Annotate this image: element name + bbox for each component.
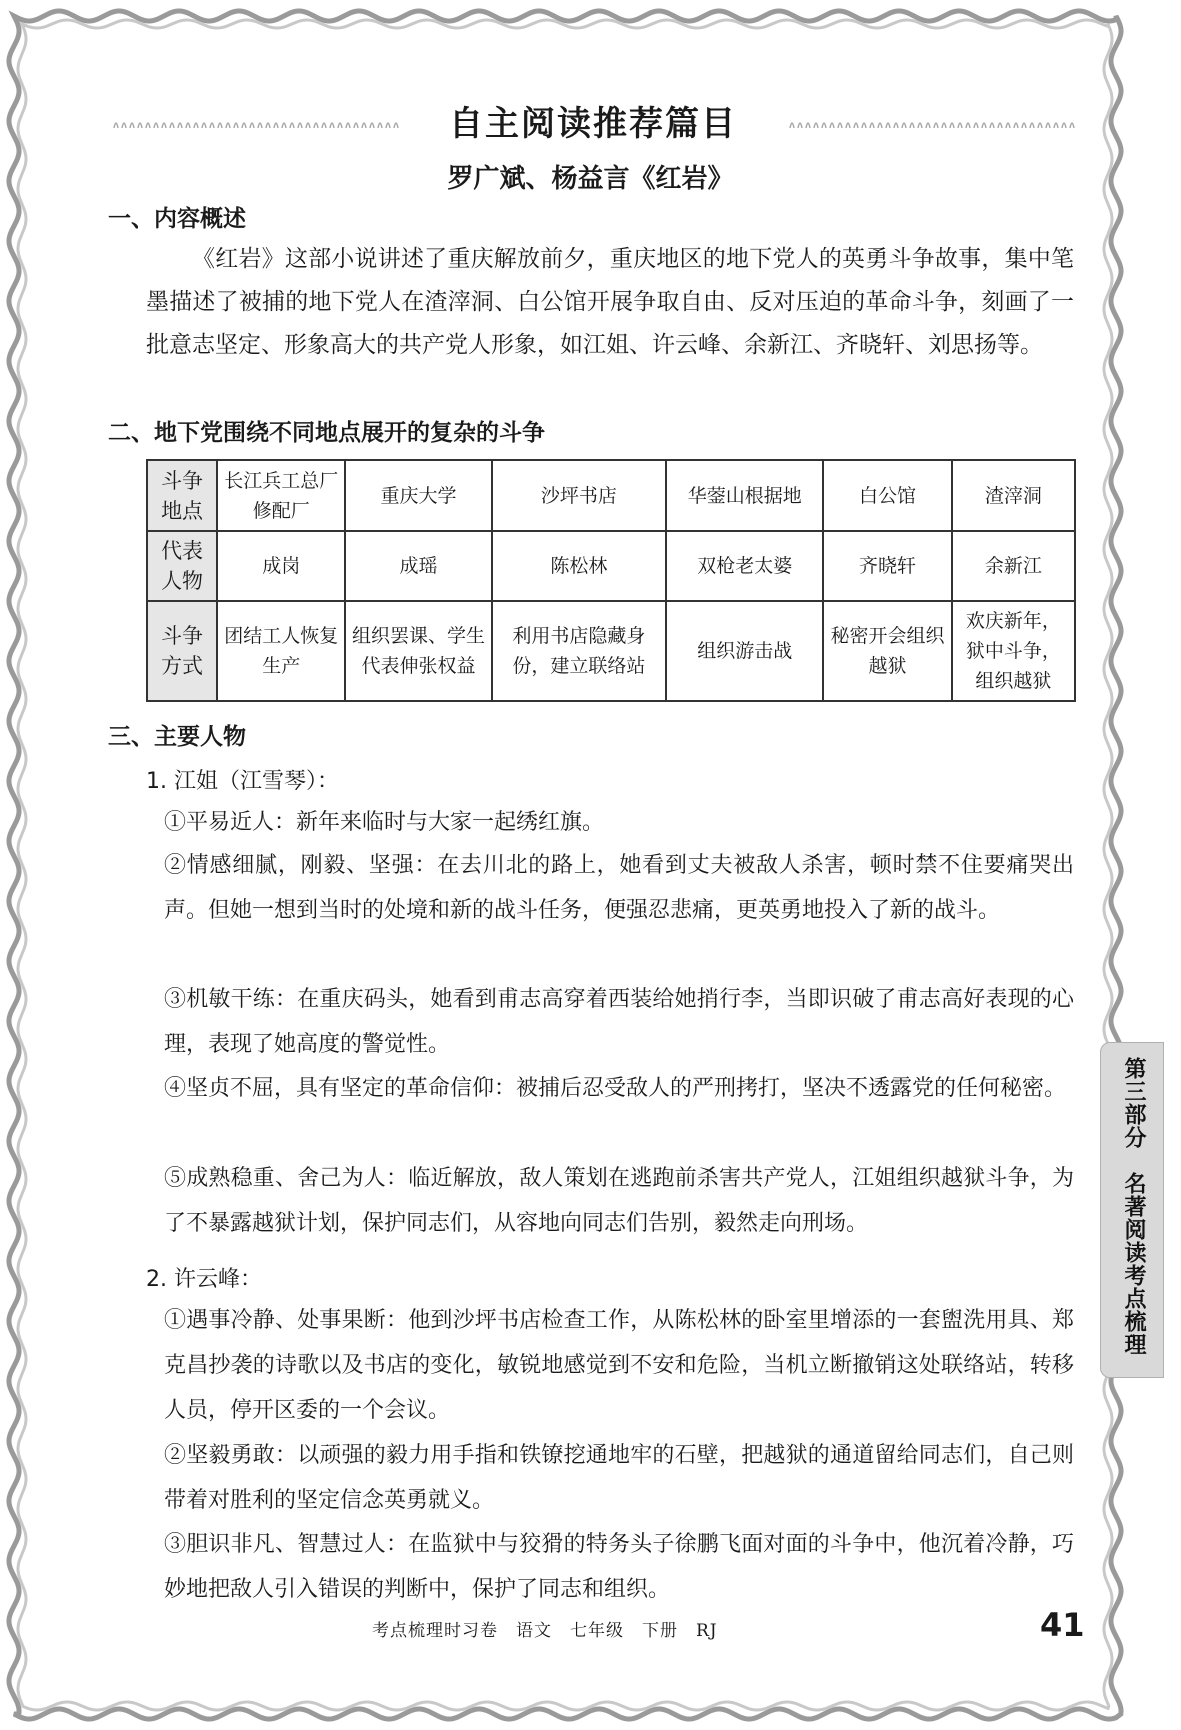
footer-info: 考点梳理时习卷 语文 七年级 下册 RJ [372, 1621, 718, 1641]
table-cell: 重庆大学 [345, 460, 491, 531]
book-subtitle: 罗广斌、杨益言《红岩》 [447, 164, 734, 194]
table-cell: 利用书店隐藏身份，建立联络站 [492, 601, 666, 701]
list-item: ④坚贞不屈，具有坚定的革命信仰：被捕后忍受敌人的严刑拷打，坚决不透露党的任何秘密。 [164, 1076, 1067, 1101]
table-cell: 沙坪书店 [492, 460, 666, 531]
table-cell: 齐晓轩 [823, 531, 951, 601]
side-tab-label: 第三部分 名著阅读考点梳理 [1121, 1057, 1146, 1356]
table-cell: 长江兵工总厂修配厂 [217, 460, 345, 531]
row-header-figure: 代表人物 [147, 531, 217, 601]
page-number: 41 [1040, 1606, 1085, 1644]
chapter-side-tab [1100, 1042, 1164, 1378]
table-cell: 陈松林 [492, 531, 666, 601]
table-cell: 秘密开会组织越狱 [823, 601, 951, 701]
table-cell: 白公馆 [823, 460, 951, 531]
list-item: ①平易近人：新年来临时与大家一起绣红旗。 [164, 810, 605, 835]
table-cell: 欢庆新年，狱中斗争，组织越狱 [952, 601, 1075, 701]
table-cell: 华蓥山根据地 [666, 460, 823, 531]
title-banner [110, 96, 1076, 152]
table-cell: 组织罢课、学生代表伸张权益 [345, 601, 491, 701]
table-cell: 余新江 [952, 531, 1075, 601]
section-heading-characters: 三、主要人物 [108, 724, 246, 750]
list-item: ①遇事冷静、处事果断：他到沙坪书店检查工作，从陈松林的卧室里增添的一套盥洗用具、郑克昌抄袭的诗歌以及书店的变化，敏锐地感觉到不安和危险，当机立断撤销这处联络站，转移人员，停开区委的一个会议。 [164, 1308, 1074, 1423]
row-header-location: 斗争地点 [147, 460, 217, 531]
list-item: ⑤成熟稳重、舍己为人：临近解放，敌人策划在逃跑前杀害共产党人，江姐组织越狱斗争，为了不暴露越狱计划，保护同志们，从容地向同志们告别，毅然走向刑场。 [164, 1166, 1074, 1236]
list-item: ②坚毅勇敢：以顽强的毅力用手指和铁镣挖通地牢的石壁，把越狱的通道留给同志们，自己则带着对胜利的坚定信念英勇就义。 [164, 1443, 1074, 1513]
list-item: ③胆识非凡、智慧过人：在监狱中与狡猾的特务头子徐鹏飞面对面的斗争中，他沉着冷静，巧妙地把敌人引入错误的判断中，保护了同志和组织。 [164, 1532, 1074, 1602]
struggle-table [146, 459, 1076, 702]
list-item: ②情感细腻，刚毅、坚强：在去川北的路上，她看到丈夫被敌人杀害，顿时禁不住要痛哭出声。但她一想到当时的处境和新的战斗任务，便强忍悲痛，更英勇地投入了新的战斗。 [164, 853, 1074, 923]
row-header-method: 斗争方式 [147, 601, 217, 701]
title-decoration-right [786, 116, 1076, 130]
table-row [147, 531, 1075, 601]
table-row [147, 460, 1075, 531]
table-cell: 双枪老太婆 [666, 531, 823, 601]
table-cell: 渣滓洞 [952, 460, 1075, 531]
section-heading-struggles: 二、地下党围绕不同地点展开的复杂的斗争 [108, 420, 545, 446]
character-name-xuyunfeng: 2. 许云峰： [146, 1267, 262, 1292]
section-heading-overview: 一、内容概述 [108, 206, 246, 232]
table-cell: 成岗 [217, 531, 345, 601]
table-cell: 成瑶 [345, 531, 491, 601]
table-cell: 组织游击战 [666, 601, 823, 701]
page-title: 自主阅读推荐篇目 [449, 104, 737, 144]
overview-paragraph: 《红岩》这部小说讲述了重庆解放前夕，重庆地区的地下党人的英勇斗争故事，集中笔墨描述了被捕的地下党人在渣滓洞、白公馆开展争取自由、反对压迫的革命斗争，刻画了一批意志坚定、形象高大的共产党人形象，如江姐、许云峰、余新江、齐晓轩、刘思扬等。 [146, 246, 1074, 358]
table-row [147, 601, 1075, 701]
character-name-jiangjie: 1. 江姐（江雪琴）： [146, 769, 339, 794]
list-item: ③机敏干练：在重庆码头，她看到甫志高穿着西装给她捎行李，当即识破了甫志高好表现的心理，表现了她高度的警觉性。 [164, 987, 1074, 1057]
table-cell: 团结工人恢复生产 [217, 601, 345, 701]
